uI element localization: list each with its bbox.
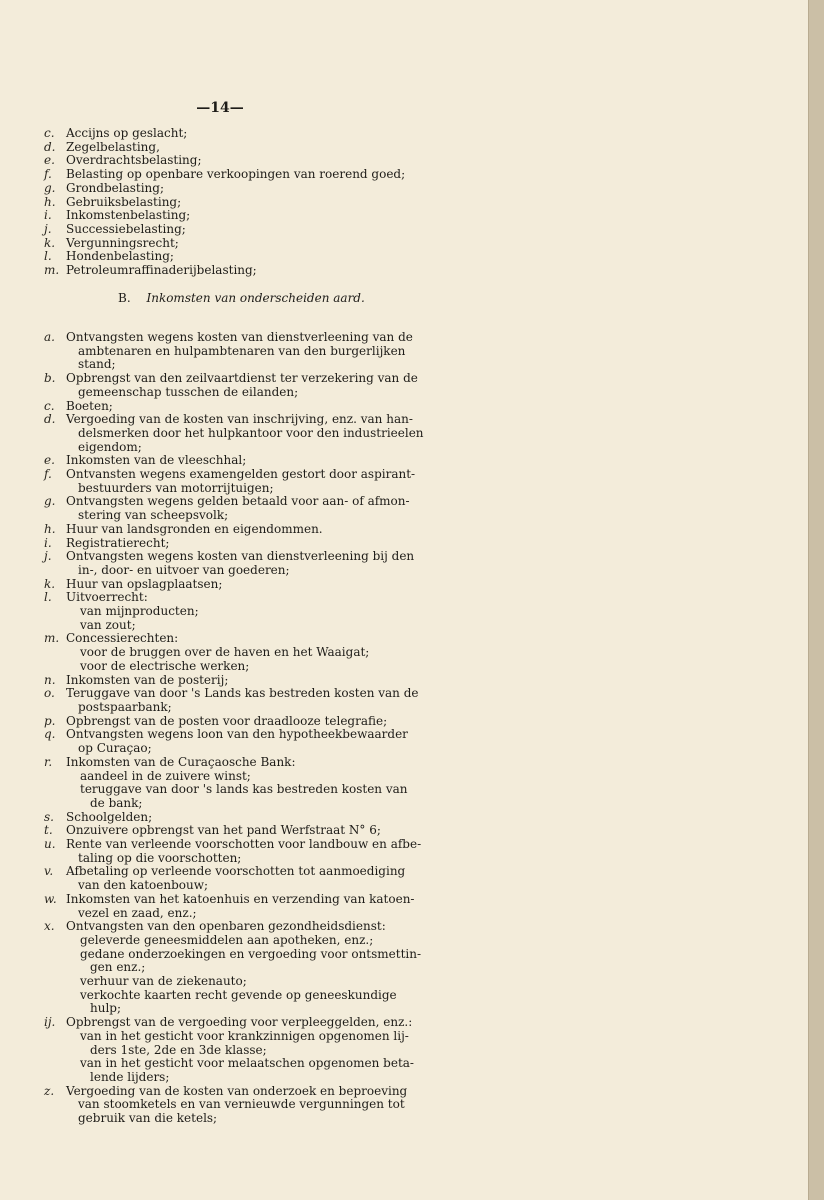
item-text: Ontvangsten wegens kosten van dienstverleening van de <box>66 330 413 344</box>
item-text-cont: op Curaçao; <box>78 741 152 756</box>
list-item <box>44 632 424 673</box>
item-letter: h. <box>44 521 56 536</box>
sub-item: gedane onderzoekingen en vergoeding voor ontsmettin- <box>80 946 422 961</box>
item-text-cont: in-, door- en uitvoer van goederen; <box>78 562 290 577</box>
item-text: Concessierechten: <box>66 631 179 646</box>
page-number: —14— <box>196 100 244 116</box>
item-body <box>66 537 424 551</box>
list-item <box>44 1085 424 1126</box>
item-body <box>66 168 424 182</box>
sub-item: van zout; <box>80 617 136 632</box>
sub-item-cont: hulp; <box>90 1001 122 1016</box>
item-text: Vergoeding van de kosten van onderzoek en beproeving <box>66 1083 408 1098</box>
sub-item: teruggave van door 's lands kas bestreden kosten van <box>80 782 408 797</box>
item-text-cont: stand; <box>78 357 116 372</box>
list-item <box>44 728 424 755</box>
list-item <box>44 223 424 237</box>
section-label: B. <box>118 291 131 305</box>
list-item <box>44 1016 424 1085</box>
list-item <box>44 893 424 920</box>
list-item <box>44 865 424 892</box>
list-item <box>44 578 424 592</box>
item-text-cont: delsmerken door het hulpkantoor voor den industrieelen <box>78 425 424 440</box>
item-letter: g. <box>44 494 56 509</box>
item-letter: x. <box>44 919 55 934</box>
item-text: Inkomstenbelasting; <box>66 208 191 223</box>
list-item <box>44 154 424 168</box>
item-body <box>66 578 424 592</box>
item-body <box>66 154 424 168</box>
item-body <box>66 838 424 865</box>
item-letter: d. <box>44 139 56 154</box>
item-text: Opbrengst van den zeilvaartdienst ter verzekering van de <box>66 371 418 386</box>
item-letter: u. <box>44 837 56 852</box>
item-text: Inkomsten van het katoenhuis en verzending van katoen- <box>66 891 415 906</box>
item-text: Overdrachtsbelasting; <box>66 153 202 168</box>
item-text: Belasting op openbare verkoopingen van roerend goed; <box>66 167 406 182</box>
item-letter: e. <box>44 153 55 168</box>
item-text: Ontvangsten van den openbaren gezondheidsdienst: <box>66 919 386 934</box>
item-body <box>66 920 424 1016</box>
item-body <box>66 591 424 632</box>
item-body <box>66 196 424 210</box>
tax-list <box>44 127 424 278</box>
item-text-cont: gemeenschap tusschen de eilanden; <box>78 384 299 399</box>
list-item <box>44 715 424 729</box>
item-body <box>66 331 424 372</box>
item-letter: n. <box>44 672 56 687</box>
item-body <box>66 1085 424 1126</box>
item-body <box>66 893 424 920</box>
list-item <box>44 168 424 182</box>
list-item <box>44 550 424 577</box>
item-text: Vergoeding van de kosten van inschrijving, enz. van han- <box>66 412 413 427</box>
item-text: Huur van landsgronden en eigendommen. <box>66 521 323 536</box>
item-body <box>66 728 424 755</box>
item-letter: s. <box>44 809 54 824</box>
item-body <box>66 756 424 811</box>
list-item <box>44 196 424 210</box>
item-text: Accijns op geslacht; <box>66 126 188 140</box>
item-letter: p. <box>44 713 56 728</box>
item-letter: q. <box>44 727 56 742</box>
item-letter: i. <box>44 208 52 223</box>
sub-item: van in het gesticht voor melaatschen opgenomen beta- <box>80 1056 414 1071</box>
sub-item-cont: de bank; <box>90 795 143 810</box>
item-text: Hondenbelasting; <box>66 249 174 264</box>
item-text: Petroleumraffinaderijbelasting; <box>66 263 257 278</box>
item-text: Teruggave van door 's Lands kas bestreden kosten van de <box>66 686 419 701</box>
item-letter: ij. <box>44 1015 56 1030</box>
item-text: Registratierecht; <box>66 535 170 550</box>
item-text: Ontvangsten wegens gelden betaald voor aan- of afmon- <box>66 494 410 509</box>
item-body <box>66 400 424 414</box>
item-body <box>66 523 424 537</box>
item-letter: v. <box>44 864 54 879</box>
item-text: Inkomsten van de vleeschhal; <box>66 453 247 468</box>
list-item <box>44 400 424 414</box>
list-item <box>44 127 424 141</box>
list-item <box>44 264 424 278</box>
item-text: Afbetaling op verleende voorschotten tot aanmoediging <box>66 864 406 879</box>
item-letter: c. <box>44 398 55 413</box>
item-letter: k. <box>44 235 56 250</box>
item-text: Vergunningsrecht; <box>66 235 179 250</box>
item-text-cont: vezel en zaad, enz.; <box>78 905 197 920</box>
list-item <box>44 674 424 688</box>
list-item <box>44 838 424 865</box>
item-letter: t. <box>44 823 53 838</box>
item-letter: j. <box>44 221 52 236</box>
item-body <box>66 811 424 825</box>
item-body <box>66 264 424 278</box>
item-body <box>66 687 424 714</box>
item-text: Boeten; <box>66 398 113 413</box>
sub-item: voor de bruggen over de haven en het Waaigat; <box>80 645 370 660</box>
sub-item: van mijnproducten; <box>80 604 199 619</box>
list-item <box>44 537 424 551</box>
item-letter: w. <box>44 891 57 906</box>
item-body <box>66 209 424 223</box>
item-letter: f. <box>44 467 52 482</box>
list-item <box>44 209 424 223</box>
list-item <box>44 824 424 838</box>
item-letter: d. <box>44 412 56 427</box>
list-item <box>44 372 424 399</box>
item-letter: f. <box>44 167 52 182</box>
item-letter: z. <box>44 1083 55 1098</box>
item-body <box>66 632 424 673</box>
item-body <box>66 141 424 155</box>
list-item <box>44 591 424 632</box>
item-text: Huur van opslagplaatsen; <box>66 576 223 591</box>
list-item <box>44 468 424 495</box>
item-body <box>66 182 424 196</box>
item-letter: b. <box>44 371 56 386</box>
list-item <box>44 413 424 454</box>
item-letter: g. <box>44 180 56 195</box>
item-text: Rente van verleende voorschotten voor landbouw en afbe- <box>66 837 422 852</box>
item-letter: m. <box>44 631 60 646</box>
item-body <box>66 372 424 399</box>
list-item <box>44 454 424 468</box>
sub-item: verhuur van de ziekenauto; <box>80 974 247 989</box>
income-list <box>44 331 424 1126</box>
sub-item: geleverde geneesmiddelen aan apotheken, enz.; <box>80 932 374 947</box>
item-text: Uitvoerrecht: <box>66 590 148 605</box>
item-text: Inkomsten van de posterij; <box>66 672 229 687</box>
item-text-cont: gebruik van die ketels; <box>78 1111 218 1126</box>
item-body <box>66 674 424 688</box>
item-letter: j. <box>44 549 52 564</box>
list-item <box>44 811 424 825</box>
item-body <box>66 1016 424 1085</box>
sub-item: aandeel in de zuivere winst; <box>80 768 251 783</box>
item-letter: m. <box>44 263 60 278</box>
item-text: Successiebelasting; <box>66 221 186 236</box>
item-text: Schoolgelden; <box>66 809 153 824</box>
item-text: Onzuivere opbrengst van het pand Werfstraat N° 6; <box>66 823 381 838</box>
list-item <box>44 182 424 196</box>
item-text-cont: bestuurders van motorrijtuigen; <box>78 480 274 495</box>
item-text-cont: eigendom; <box>78 439 142 454</box>
list-item <box>44 687 424 714</box>
item-letter: c. <box>44 126 55 140</box>
item-letter: i. <box>44 535 52 550</box>
list-item <box>44 523 424 537</box>
item-body <box>66 495 424 522</box>
item-body <box>66 454 424 468</box>
item-body <box>66 824 424 838</box>
item-text-cont: stering van scheepsvolk; <box>78 508 229 523</box>
section-title: Inkomsten van onderscheiden aard. <box>146 291 365 305</box>
list-item <box>44 920 424 1016</box>
item-letter: l. <box>44 249 52 264</box>
item-text-cont: van stoomketels en van vernieuwde vergunningen tot <box>78 1097 405 1112</box>
item-text-cont: taling op die voorschotten; <box>78 850 242 865</box>
item-body <box>66 237 424 251</box>
item-letter: o. <box>44 686 55 701</box>
list-item <box>44 141 424 155</box>
item-letter: e. <box>44 453 55 468</box>
item-text: Ontvangsten wegens loon van den hypotheekbewaarder <box>66 727 408 742</box>
sub-item: verkochte kaarten recht gevende op geneeskundige <box>80 987 397 1002</box>
item-body <box>66 223 424 237</box>
list-item <box>44 495 424 522</box>
item-letter: h. <box>44 194 56 209</box>
item-text: Inkomsten van de Curaçaosche Bank: <box>66 754 296 769</box>
item-text: Zegelbelasting, <box>66 139 160 154</box>
item-body <box>66 127 424 141</box>
item-letter: r. <box>44 754 53 769</box>
item-text: Gebruiksbelasting; <box>66 194 182 209</box>
list-item <box>44 331 424 372</box>
item-letter: a. <box>44 330 55 344</box>
sub-item: van in het gesticht voor krankzinnigen opgenomen lij- <box>80 1028 409 1043</box>
item-letter: k. <box>44 576 56 591</box>
item-text: Grondbelasting; <box>66 180 165 195</box>
item-body <box>66 550 424 577</box>
item-text-cont: postspaarbank; <box>78 699 172 714</box>
item-text-cont: van den katoenbouw; <box>78 878 209 893</box>
item-letter: l. <box>44 590 52 605</box>
list-item <box>44 237 424 251</box>
item-body <box>66 865 424 892</box>
sub-item-cont: ders 1ste, 2de en 3de klasse; <box>90 1042 267 1057</box>
list-item <box>44 250 424 264</box>
item-body <box>66 250 424 264</box>
section-heading <box>118 291 365 305</box>
item-body <box>66 715 424 729</box>
sub-item: voor de electrische werken; <box>80 658 250 673</box>
item-text-cont: ambtenaren en hulpambtenaren van den burgerlijken <box>78 343 406 358</box>
sub-item-cont: gen enz.; <box>90 960 146 975</box>
item-body <box>66 468 424 495</box>
list-item <box>44 756 424 811</box>
item-body <box>66 413 424 454</box>
item-text: Ontvangsten wegens kosten van dienstverleening bij den <box>66 549 415 564</box>
item-text: Ontvansten wegens examengelden gestort door aspirant- <box>66 467 416 482</box>
item-text: Opbrengst van de posten voor draadlooze telegrafie; <box>66 713 388 728</box>
sub-item-cont: lende lijders; <box>90 1069 170 1084</box>
item-text: Opbrengst van de vergoeding voor verpleeggelden, enz.: <box>66 1015 413 1030</box>
